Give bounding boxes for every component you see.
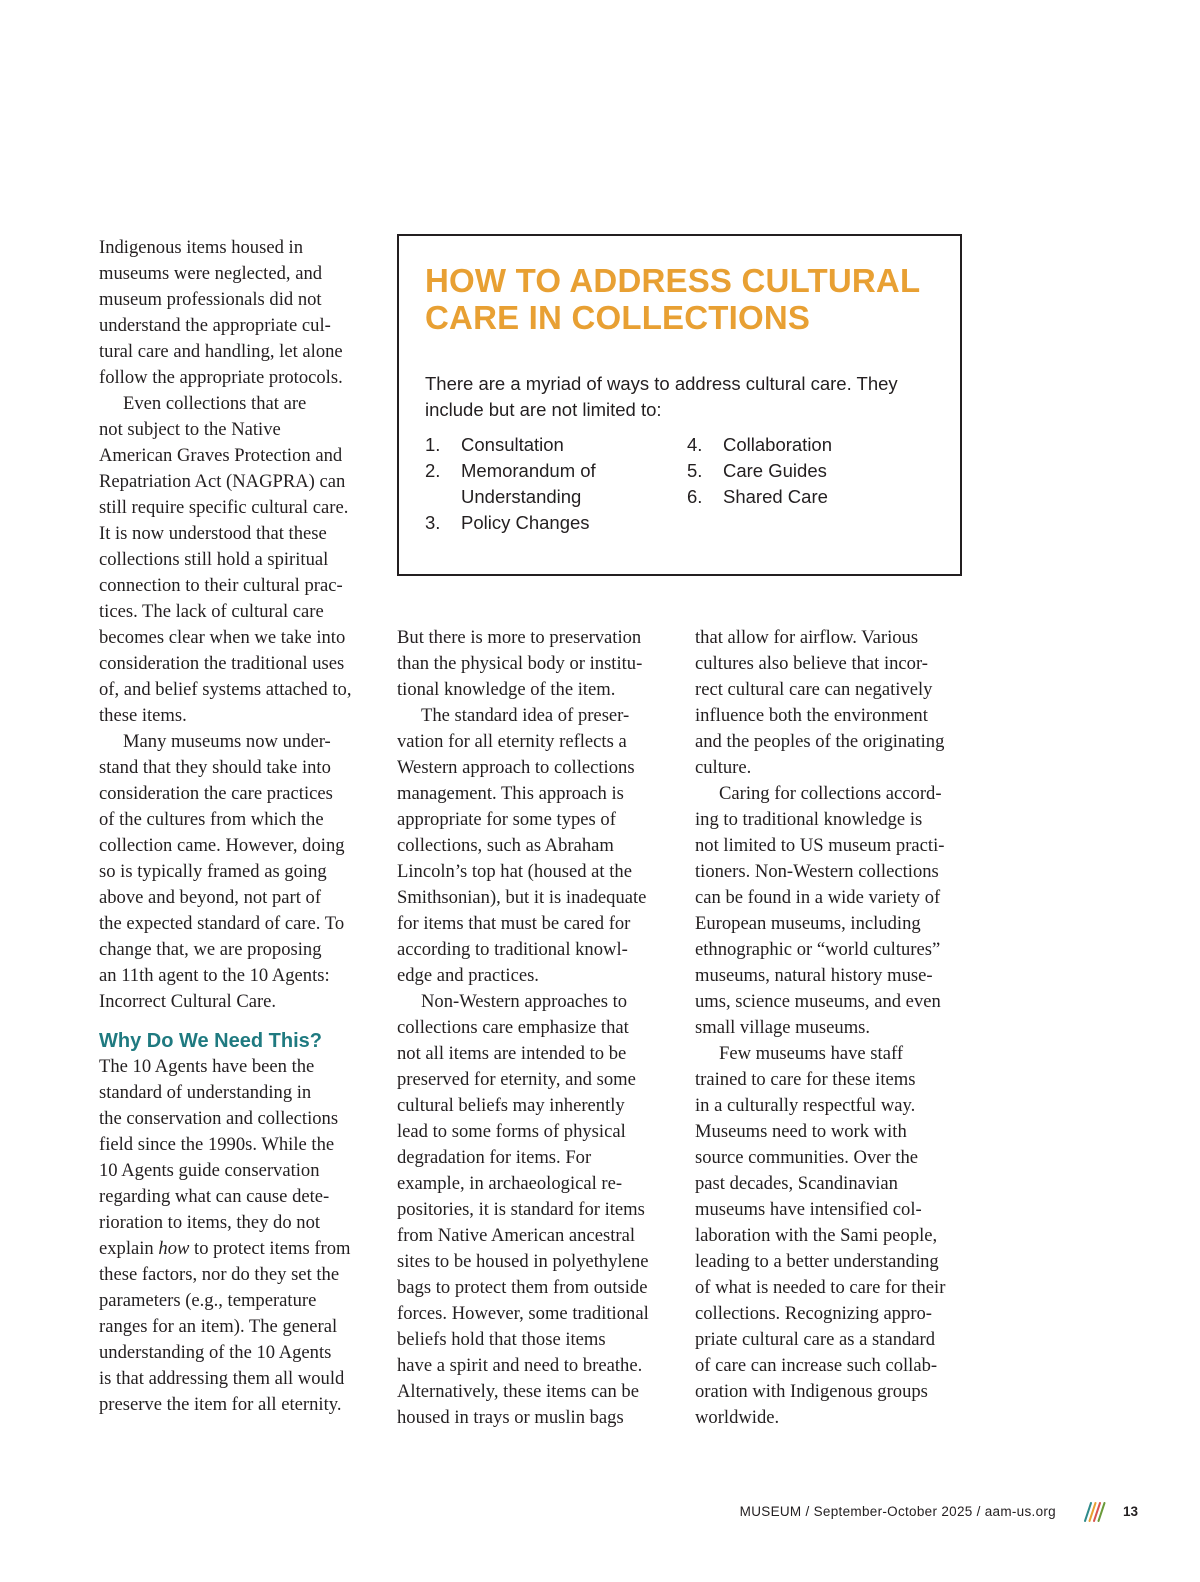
text-line: The 10 Agents have been the	[99, 1056, 315, 1077]
text-line: ethnographic or “world cultures”	[695, 939, 941, 960]
text-line: cultural beliefs may inherently	[397, 1095, 625, 1116]
text-line: can be found in a wide variety of	[695, 887, 941, 908]
text-line: parameters (e.g., temperature	[99, 1290, 317, 1311]
text-line: European museums, including	[695, 913, 921, 934]
text-line: Smithsonian), but it is inadequate	[397, 887, 647, 908]
text-line: understanding of the 10 Agents	[99, 1342, 332, 1363]
text-line: Even collections that are	[123, 393, 307, 414]
text-line: management. This approach is	[397, 783, 624, 804]
text-line: Repatriation Act (NAGPRA) can	[99, 471, 346, 492]
paragraph	[397, 703, 677, 989]
text-line: past decades, Scandinavian	[695, 1173, 898, 1194]
text-line: consideration the traditional uses	[99, 653, 345, 674]
text-line: Indigenous items housed in	[99, 237, 303, 258]
text-line: the conservation and collections	[99, 1108, 339, 1129]
text-line: so is typically framed as going	[99, 861, 327, 882]
sidebar-intro-line: include but are not limited to:	[425, 399, 662, 420]
text-line: Non-Western approaches to	[421, 991, 628, 1012]
footer-publication-text: MUSEUM / September-October 2025 / aam-us.org	[739, 1504, 1056, 1519]
text-line: Western approach to collections	[397, 757, 635, 778]
text-line: rect cultural care can negatively	[695, 679, 933, 700]
article-column-3	[695, 625, 975, 1431]
list-number: 4.	[687, 434, 703, 455]
text-line: tional knowledge of the item.	[397, 679, 616, 700]
text-line: change that, we are proposing	[99, 939, 322, 960]
text-line: culture.	[695, 757, 752, 778]
paragraph	[695, 1041, 975, 1431]
text-line: museum professionals did not	[99, 289, 322, 310]
article-column-1	[99, 235, 379, 1418]
text-line: still require specific cultural care.	[99, 497, 349, 518]
text-line: It is now understood that these	[99, 523, 327, 544]
text-line: that allow for airflow. Various	[695, 627, 919, 648]
paragraph	[397, 989, 677, 1431]
list-item-label: Understanding	[461, 486, 582, 507]
text-line: collection came. However, doing	[99, 835, 345, 856]
text-line: collections still hold a spiritual	[99, 549, 329, 570]
text-line: becomes clear when we take into	[99, 627, 346, 648]
text-line: trained to care for these items	[695, 1069, 916, 1090]
text-line: understand the appropriate cul-	[99, 315, 331, 336]
text-line: oration with Indigenous groups	[695, 1381, 928, 1402]
paragraph	[99, 391, 379, 729]
paragraph	[99, 729, 379, 1015]
sidebar-intro-line: There are a myriad of ways to address cultural care. They	[425, 373, 898, 394]
paragraph	[99, 1054, 379, 1418]
text-line: American Graves Protection and	[99, 445, 343, 466]
text-line: collections, such as Abraham	[397, 835, 614, 856]
text-line: edge and practices.	[397, 965, 539, 986]
text-line: worldwide.	[695, 1407, 780, 1428]
text-line: stand that they should take into	[99, 757, 331, 778]
text-line: Many museums now under-	[123, 731, 331, 752]
sidebar-intro	[425, 371, 945, 423]
text-line: influence both the environment	[695, 705, 928, 726]
text-run: explain	[99, 1238, 159, 1259]
text-line: have a spirit and need to breathe.	[397, 1355, 643, 1376]
sidebar-list-right	[687, 432, 832, 510]
text-line: than the physical body or institu-	[397, 653, 643, 674]
paragraph	[695, 625, 975, 781]
text-line: Lincoln’s top hat (housed at the	[397, 861, 632, 882]
list-item	[425, 432, 596, 458]
text-line: laboration with the Sami people,	[695, 1225, 938, 1246]
emphasized-word: how	[158, 1238, 190, 1259]
text-line: from Native American ancestral	[397, 1225, 635, 1246]
list-item	[425, 458, 596, 510]
text-line: beliefs hold that those items	[397, 1329, 606, 1350]
list-item	[687, 432, 832, 458]
text-line: these factors, nor do they set the	[99, 1264, 340, 1285]
list-item	[687, 458, 832, 484]
text-line: bags to protect them from outside	[397, 1277, 648, 1298]
text-line: and the peoples of the originating	[695, 731, 945, 752]
text-line: Museums need to work with	[695, 1121, 907, 1142]
text-line: above and beyond, not part of	[99, 887, 322, 908]
text-line: not all items are intended to be	[397, 1043, 627, 1064]
article-column-2	[397, 625, 677, 1431]
list-item	[687, 484, 832, 510]
text-line: tural care and handling, let alone	[99, 341, 343, 362]
text-line: preserved for eternity, and some	[397, 1069, 636, 1090]
text-line: But there is more to preservation	[397, 627, 642, 648]
text-line: priate cultural care as a standard	[695, 1329, 936, 1350]
list-number: 6.	[687, 486, 703, 507]
paragraph	[695, 781, 975, 1041]
text-line: for items that must be cared for	[397, 913, 631, 934]
text-line: ums, science museums, and even	[695, 991, 941, 1012]
text-line: an 11th agent to the 10 Agents:	[99, 965, 330, 986]
list-number: 1.	[425, 434, 441, 455]
text-line: these items.	[99, 705, 187, 726]
text-line: appropriate for some types of	[397, 809, 616, 830]
text-line: 10 Agents guide conservation	[99, 1160, 320, 1181]
text-line: of what is needed to care for their	[695, 1277, 946, 1298]
text-line: collections care emphasize that	[397, 1017, 629, 1038]
list-item-label: Policy Changes	[461, 512, 590, 533]
list-item	[425, 510, 596, 536]
sidebar-title-line: HOW TO ADDRESS CULTURAL	[425, 262, 921, 299]
text-line: field since the 1990s. While the	[99, 1134, 335, 1155]
text-line: example, in archaeological re-	[397, 1173, 623, 1194]
paragraph	[99, 235, 379, 391]
page-footer	[700, 1500, 1140, 1524]
text-line: standard of understanding in	[99, 1082, 312, 1103]
list-item-label: Shared Care	[723, 486, 828, 507]
text-line: source communities. Over the	[695, 1147, 919, 1168]
text-line: is that addressing them all would	[99, 1368, 345, 1389]
text-line: follow the appropriate protocols.	[99, 367, 343, 388]
text-line: connection to their cultural prac-	[99, 575, 343, 596]
text-line: not limited to US museum practi-	[695, 835, 945, 856]
text-line: housed in trays or muslin bags	[397, 1407, 624, 1428]
text-line: tices. The lack of cultural care	[99, 601, 324, 622]
paragraph	[397, 625, 677, 703]
sidebar-title	[425, 262, 945, 336]
text-line: forces. However, some traditional	[397, 1303, 649, 1324]
text-line: lead to some forms of physical	[397, 1121, 626, 1142]
text-line: rioration to items, they do not	[99, 1212, 321, 1233]
list-item-label: Consultation	[461, 434, 564, 455]
text-line: Caring for collections accord-	[719, 783, 942, 804]
text-line: of care can increase such collab-	[695, 1355, 938, 1376]
list-number: 3.	[425, 512, 441, 533]
text-line-with-emphasis	[99, 1236, 379, 1262]
text-line: the expected standard of care. To	[99, 913, 345, 934]
text-line: museums, natural history muse-	[695, 965, 933, 986]
sidebar-list-left	[425, 432, 596, 536]
text-line: collections. Recognizing appro-	[695, 1303, 932, 1324]
text-line: leading to a better understanding	[695, 1251, 939, 1272]
list-item-label: Collaboration	[723, 434, 833, 455]
text-line: positories, it is standard for items	[397, 1199, 645, 1220]
page-number: 13	[1122, 1504, 1138, 1519]
text-line: preserve the item for all eternity.	[99, 1394, 342, 1415]
list-number: 5.	[687, 460, 703, 481]
text-run: to protect items from	[189, 1238, 351, 1259]
text-line: of, and belief systems attached to,	[99, 679, 352, 700]
section-heading: Why Do We Need This?	[99, 1030, 322, 1052]
sidebar-box	[397, 234, 962, 576]
list-item-label: Memorandum of	[461, 460, 596, 481]
sidebar-title-line: CARE IN COLLECTIONS	[425, 299, 811, 336]
text-line: not subject to the Native	[99, 419, 281, 440]
text-line: ing to traditional knowledge is	[695, 809, 923, 830]
text-line: small village museums.	[695, 1017, 871, 1038]
text-line: Incorrect Cultural Care.	[99, 991, 277, 1012]
text-line: according to traditional knowl-	[397, 939, 628, 960]
text-line: in a culturally respectful way.	[695, 1095, 916, 1116]
text-line: consideration the care practices	[99, 783, 333, 804]
text-line: museums were neglected, and	[99, 263, 323, 284]
text-line: Few museums have staff	[719, 1043, 904, 1064]
text-line: museums have intensified col-	[695, 1199, 922, 1220]
text-line: of the cultures from which the	[99, 809, 324, 830]
text-line: ranges for an item). The general	[99, 1316, 338, 1337]
text-line: sites to be housed in polyethylene	[397, 1251, 649, 1272]
text-line: regarding what can cause dete-	[99, 1186, 330, 1207]
text-line: vation for all eternity reflects a	[397, 731, 627, 752]
striped-slash-logo-icon	[1082, 1500, 1106, 1524]
list-item-label: Care Guides	[723, 460, 827, 481]
text-line: degradation for items. For	[397, 1147, 592, 1168]
list-number: 2.	[425, 460, 441, 481]
text-line: tioners. Non-Western collections	[695, 861, 939, 882]
text-line: The standard idea of preser-	[421, 705, 630, 726]
text-line: cultures also believe that incor-	[695, 653, 928, 674]
text-line: Alternatively, these items can be	[397, 1381, 639, 1402]
